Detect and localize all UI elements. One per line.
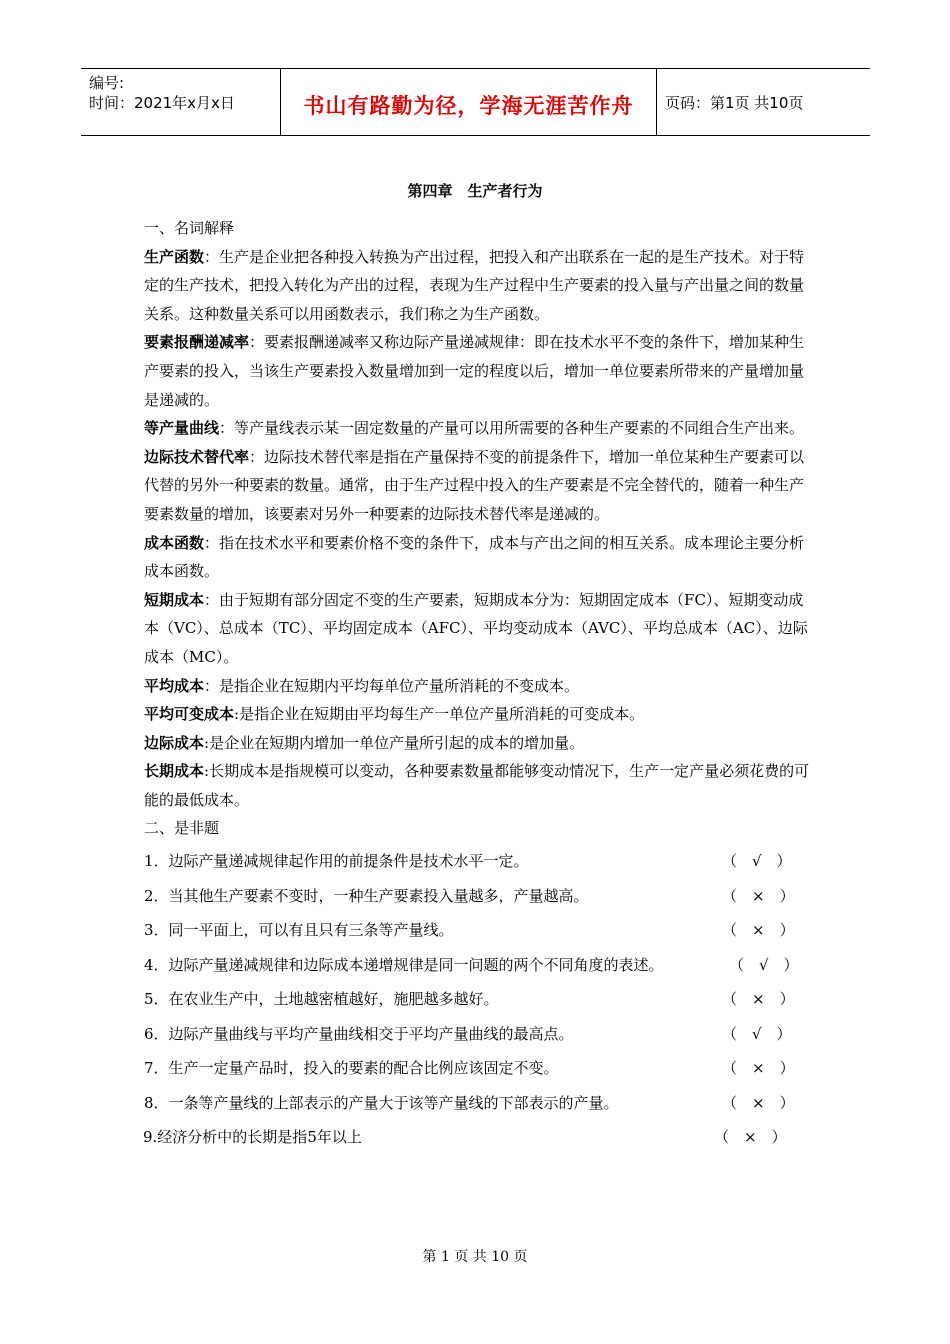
definition-text: 是企业在短期内增加一单位产量所引起的成本的增加量。 xyxy=(209,733,585,752)
definition-separator: ： xyxy=(204,533,220,552)
question-answer: （ × ） xyxy=(722,921,795,940)
page-footer xyxy=(0,1246,950,1266)
chapter-title-text: 第四章 生产者行为 xyxy=(407,182,543,200)
time-label: 时间：2021年x月x日 xyxy=(89,94,235,112)
definition-item xyxy=(144,729,810,758)
number-label: 编号: xyxy=(89,74,125,92)
definition-separator: ： xyxy=(204,247,220,266)
section-heading-true-false: 二、是非题 xyxy=(144,819,220,838)
question-text: 6．边际产量曲线与平均产量曲线相交于平均产量曲线的最高点。 xyxy=(144,1024,574,1043)
page-header xyxy=(81,68,870,136)
question-text: 4．边际产量递减规律和边际成本递增规律是同一问题的两个不同角度的表述。 xyxy=(144,955,664,974)
definition-separator: : xyxy=(234,705,240,724)
question-row xyxy=(144,1123,810,1151)
definition-term: 短期成本 xyxy=(144,590,205,609)
definition-term: 等产量曲线 xyxy=(144,419,220,438)
definition-text: 边际技术替代率是指在产量保持不变的前提条件下，增加一单位某种生产要素可以代替的另外一种要素的数量。通常，由于生产过程中投入的生产要素是不完全替代的，随着一种生产要素数量的增加，该要素对另外一种要素的边际技术替代率是递减的。 xyxy=(144,447,805,523)
definition-item xyxy=(144,700,810,729)
question-answer: （ × ） xyxy=(722,886,795,905)
definition-term: 生产函数 xyxy=(144,247,205,266)
question-row xyxy=(144,951,810,986)
definition-separator: ： xyxy=(204,590,220,609)
question-answer: （ × ） xyxy=(722,1059,795,1078)
motto: 书山有路勤为径，学海无涯苦作舟 xyxy=(303,94,634,118)
header-page-cell xyxy=(657,69,870,135)
definition-item xyxy=(144,529,810,586)
question-row xyxy=(144,882,810,917)
definition-item xyxy=(144,757,810,814)
question-answer: （ × ） xyxy=(714,1128,787,1147)
definition-term: 平均可变成本 xyxy=(144,705,235,724)
definition-term: 长期成本 xyxy=(144,762,205,781)
definition-term: 成本函数 xyxy=(144,533,205,552)
section-heading-definitions: 一、名词解释 xyxy=(144,219,235,237)
question-row xyxy=(144,1054,810,1089)
definition-item xyxy=(144,328,810,414)
definition-separator: : xyxy=(204,762,210,781)
question-text: 3．同一平面上，可以有且只有三条等产量线。 xyxy=(144,921,454,940)
definition-text: 等产量线表示某一固定数量的产量可以用所需要的各种生产要素的不同组合生产出来。 xyxy=(234,419,805,438)
document-body xyxy=(144,214,810,1151)
definition-item xyxy=(144,586,810,672)
definition-term: 要素报酬递减率 xyxy=(144,333,250,352)
definition-separator: ： xyxy=(249,447,265,466)
definition-separator: ： xyxy=(204,676,220,695)
definition-text: 由于短期有部分固定不变的生产要素，短期成本分为：短期固定成本（FC）、短期变动成本（VC）、总成本（TC）、平均固定成本（AFC）、平均变动成本（AVC）、平均总成本（AC）、边际成本（MC）。 xyxy=(144,590,808,666)
question-text: 5．在农业生产中，土地越密植越好，施肥越多越好。 xyxy=(144,990,499,1009)
definitions-list xyxy=(144,243,810,815)
definition-text: 生产是企业把各种投入转换为产出过程，把投入和产出联系在一起的是生产技术。对于特定的生产技术，把投入转化为产出的过程，表现为生产过程中生产要素的投入量与产出量之间的数量关系。这种数量关系可以用函数表示，我们称之为生产函数。 xyxy=(144,247,805,323)
question-answer: （ √ ） xyxy=(722,1024,792,1043)
question-row xyxy=(144,1089,810,1124)
definition-text: 是指企业在短期内平均每单位产量所消耗的不变成本。 xyxy=(219,676,580,695)
true-false-list xyxy=(144,847,810,1151)
question-text: 1．边际产量递减规律起作用的前提条件是技术水平一定。 xyxy=(144,852,529,871)
page-label: 页码：第1页 共10页 xyxy=(665,93,804,112)
question-row xyxy=(144,985,810,1020)
definition-item xyxy=(144,243,810,329)
definition-item xyxy=(144,672,810,701)
footer-page-number: 第 1 页 共 10 页 xyxy=(422,1249,528,1265)
chapter-title xyxy=(0,180,950,201)
definition-item xyxy=(144,414,810,443)
definition-separator: : xyxy=(204,733,210,752)
definition-text: 长期成本是指规模可以变动，各种要素数量都能够变动情况下，生产一定产量必须花费的可能的最低成本。 xyxy=(144,762,810,809)
question-answer: （ × ） xyxy=(722,1093,795,1112)
header-motto-cell xyxy=(281,69,657,135)
header-meta xyxy=(81,69,281,135)
question-answer: （ √ ） xyxy=(729,955,799,974)
question-row xyxy=(144,847,810,882)
definition-term: 边际成本 xyxy=(144,733,205,752)
question-text: 2．当其他生产要素不变时，一种生产要素投入量越多，产量越高。 xyxy=(144,886,589,905)
definition-term: 边际技术替代率 xyxy=(144,447,250,466)
question-text: 9.经济分析中的长期是指5年以上 xyxy=(143,1128,362,1147)
definition-text: 指在技术水平和要素价格不变的条件下，成本与产出之间的相互关系。成本理论主要分析成本函数。 xyxy=(144,533,805,581)
question-text: 8．一条等产量线的上部表示的产量大于该等产量线的下部表示的产量。 xyxy=(144,1093,619,1112)
question-row xyxy=(144,1020,810,1055)
definition-term: 平均成本 xyxy=(144,676,205,695)
definition-separator: ： xyxy=(219,419,235,438)
definition-item xyxy=(144,443,810,529)
question-answer: （ × ） xyxy=(722,990,795,1009)
question-answer: （ √ ） xyxy=(722,852,792,871)
question-row xyxy=(144,916,810,951)
question-text: 7．生产一定量产品时，投入的要素的配合比例应该固定不变。 xyxy=(144,1059,559,1078)
definition-text: 要素报酬递减率又称边际产量递减规律：即在技术水平不变的条件下，增加某种生产要素的投入，当该生产要素投入数量增加到一定的程度以后，增加一单位要素所带来的产量增加量是递减的。 xyxy=(144,333,805,409)
definition-text: 是指企业在短期由平均每生产一单位产量所消耗的可变成本。 xyxy=(239,705,645,724)
definition-separator: ： xyxy=(249,333,265,352)
